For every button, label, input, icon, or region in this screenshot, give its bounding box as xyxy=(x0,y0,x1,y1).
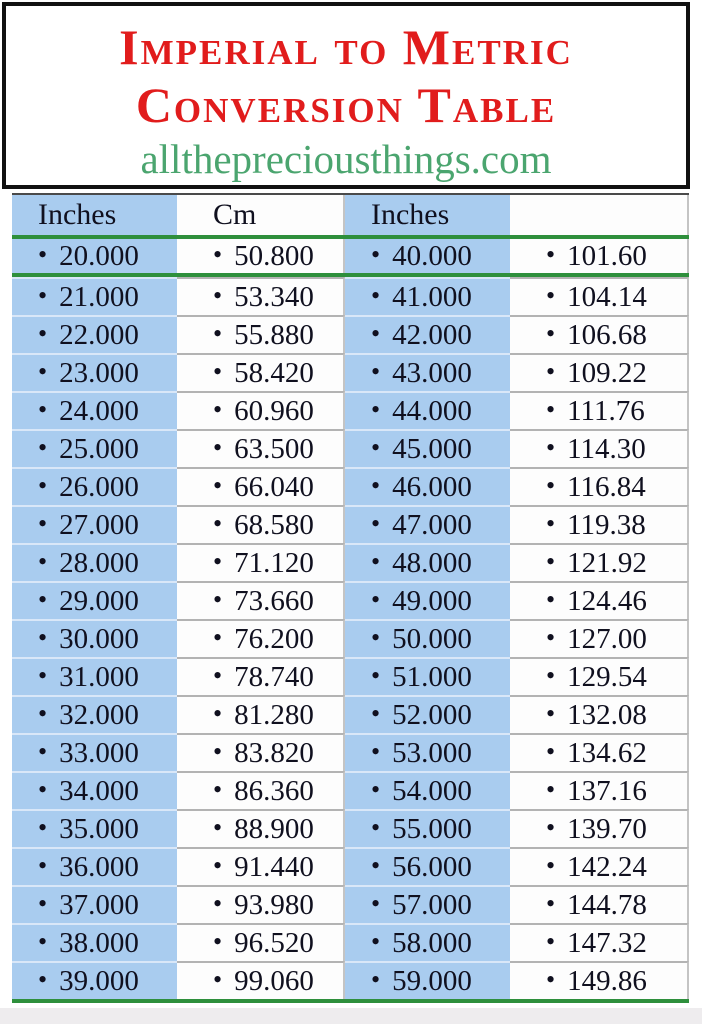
table-row xyxy=(12,581,689,619)
cell-cm-left xyxy=(177,505,345,543)
bullet-icon: • xyxy=(213,240,223,269)
bullet-icon: • xyxy=(546,965,556,994)
table-row xyxy=(12,657,689,695)
page-title-line2: Conversion Table xyxy=(135,77,557,133)
cell-cm-right xyxy=(510,467,689,505)
bullet-icon: • xyxy=(38,433,48,462)
cell-cm-right xyxy=(510,315,689,353)
bullet-icon: • xyxy=(371,813,381,842)
cell-inches-left xyxy=(12,809,177,847)
cell-cm-right xyxy=(510,885,689,923)
bullet-icon: • xyxy=(371,585,381,614)
cell-cm-left xyxy=(177,429,345,467)
cell-value: 49.000 xyxy=(392,584,472,617)
table-row xyxy=(12,277,689,315)
bullet-icon: • xyxy=(546,433,556,462)
cell-inches-left xyxy=(12,429,177,467)
cell-value: 46.000 xyxy=(392,470,472,503)
bullet-icon: • xyxy=(213,813,223,842)
bullet-icon: • xyxy=(38,927,48,956)
cell-inches-left xyxy=(12,619,177,657)
column-header-inches-2: Inches xyxy=(345,195,510,235)
cell-cm-left xyxy=(177,847,345,885)
cell-inches-right xyxy=(345,353,510,391)
cell-inches-right xyxy=(345,771,510,809)
footer-strip xyxy=(0,1008,702,1024)
cell-value: 25.000 xyxy=(59,432,139,465)
cell-value: 43.000 xyxy=(392,356,472,389)
cell-value: 144.78 xyxy=(567,888,647,921)
table-row xyxy=(12,923,689,961)
cell-value: 68.580 xyxy=(234,508,314,541)
cell-value: 26.000 xyxy=(59,470,139,503)
cell-cm-right xyxy=(510,733,689,771)
table-row xyxy=(12,695,689,733)
bullet-icon: • xyxy=(38,737,48,766)
cell-value: 44.000 xyxy=(392,394,472,427)
bullet-icon: • xyxy=(546,395,556,424)
cell-value: 45.000 xyxy=(392,432,472,465)
bullet-icon: • xyxy=(213,851,223,880)
cell-value: 147.32 xyxy=(567,926,647,959)
bullet-icon: • xyxy=(213,737,223,766)
bullet-icon: • xyxy=(546,357,556,386)
table-body xyxy=(12,239,689,999)
cell-inches-right xyxy=(345,885,510,923)
cell-inches-right xyxy=(345,923,510,961)
bullet-icon: • xyxy=(38,471,48,500)
cell-value: 35.000 xyxy=(59,812,139,845)
bullet-icon: • xyxy=(371,395,381,424)
column-header-cm-2 xyxy=(510,195,689,235)
cell-inches-left xyxy=(12,391,177,429)
cell-inches-right xyxy=(345,581,510,619)
cell-cm-left xyxy=(177,581,345,619)
cell-value: 71.120 xyxy=(234,546,314,579)
cell-value: 127.00 xyxy=(567,622,647,655)
cell-value: 101.60 xyxy=(567,239,647,272)
bullet-icon: • xyxy=(371,240,381,269)
cell-value: 142.24 xyxy=(567,850,647,883)
cell-cm-right xyxy=(510,353,689,391)
table-row xyxy=(12,733,689,771)
bullet-icon: • xyxy=(38,851,48,880)
bullet-icon: • xyxy=(371,851,381,880)
cell-cm-right xyxy=(510,923,689,961)
cell-cm-left xyxy=(177,239,345,273)
bullet-icon: • xyxy=(371,433,381,462)
cell-inches-right xyxy=(345,429,510,467)
cell-value: 42.000 xyxy=(392,318,472,351)
cell-value: 132.08 xyxy=(567,698,647,731)
cell-value: 96.520 xyxy=(234,926,314,959)
bullet-icon: • xyxy=(546,661,556,690)
cell-inches-left xyxy=(12,657,177,695)
cell-cm-left xyxy=(177,353,345,391)
bullet-icon: • xyxy=(371,699,381,728)
title-box xyxy=(2,2,690,189)
cell-value: 106.68 xyxy=(567,318,647,351)
page-title-line1: Imperial to Metric xyxy=(119,19,573,75)
bullet-icon: • xyxy=(213,699,223,728)
cell-inches-left xyxy=(12,847,177,885)
cell-cm-right xyxy=(510,543,689,581)
bullet-icon: • xyxy=(546,547,556,576)
cell-value: 39.000 xyxy=(59,964,139,997)
cell-value: 149.86 xyxy=(567,964,647,997)
cell-value: 56.000 xyxy=(392,850,472,883)
bullet-icon: • xyxy=(546,737,556,766)
bullet-icon: • xyxy=(213,357,223,386)
bullet-icon: • xyxy=(371,357,381,386)
bullet-icon: • xyxy=(546,699,556,728)
cell-inches-left xyxy=(12,505,177,543)
bullet-icon: • xyxy=(213,509,223,538)
bullet-icon: • xyxy=(213,927,223,956)
bullet-icon: • xyxy=(38,357,48,386)
cell-value: 129.54 xyxy=(567,660,647,693)
cell-value: 83.820 xyxy=(234,736,314,769)
table-row xyxy=(12,239,689,277)
bullet-icon: • xyxy=(546,851,556,880)
bullet-icon: • xyxy=(38,395,48,424)
bullet-icon: • xyxy=(371,319,381,348)
cell-cm-left xyxy=(177,315,345,353)
bullet-icon: • xyxy=(213,319,223,348)
cell-value: 36.000 xyxy=(59,850,139,883)
cell-inches-right xyxy=(345,239,510,273)
bullet-icon: • xyxy=(371,281,381,310)
bullet-icon: • xyxy=(546,775,556,804)
cell-value: 54.000 xyxy=(392,774,472,807)
table-row xyxy=(12,543,689,581)
cell-value: 86.360 xyxy=(234,774,314,807)
cell-inches-left xyxy=(12,961,177,999)
cell-value: 81.280 xyxy=(234,698,314,731)
bullet-icon: • xyxy=(546,240,556,269)
bullet-icon: • xyxy=(38,509,48,538)
cell-value: 51.000 xyxy=(392,660,472,693)
cell-cm-right xyxy=(510,657,689,695)
cell-value: 111.76 xyxy=(567,394,645,427)
cell-value: 55.000 xyxy=(392,812,472,845)
cell-value: 137.16 xyxy=(567,774,647,807)
cell-inches-left xyxy=(12,239,177,273)
cell-value: 76.200 xyxy=(234,622,314,655)
cell-inches-left xyxy=(12,467,177,505)
table-row xyxy=(12,315,689,353)
cell-inches-right xyxy=(345,467,510,505)
table-row xyxy=(12,429,689,467)
bullet-icon: • xyxy=(371,737,381,766)
cell-value: 104.14 xyxy=(567,280,647,313)
cell-cm-right xyxy=(510,429,689,467)
cell-value: 53.000 xyxy=(392,736,472,769)
bullet-icon: • xyxy=(38,319,48,348)
bullet-icon: • xyxy=(546,585,556,614)
cell-value: 24.000 xyxy=(59,394,139,427)
bullet-icon: • xyxy=(38,661,48,690)
bullet-icon: • xyxy=(213,471,223,500)
cell-cm-left xyxy=(177,733,345,771)
cell-cm-left xyxy=(177,391,345,429)
cell-value: 32.000 xyxy=(59,698,139,731)
bullet-icon: • xyxy=(38,699,48,728)
cell-value: 34.000 xyxy=(59,774,139,807)
cell-value: 119.38 xyxy=(567,508,646,541)
bullet-icon: • xyxy=(213,661,223,690)
bullet-icon: • xyxy=(371,927,381,956)
bullet-icon: • xyxy=(213,889,223,918)
cell-value: 99.060 xyxy=(234,964,314,997)
cell-value: 41.000 xyxy=(392,280,472,313)
cell-value: 30.000 xyxy=(59,622,139,655)
cell-cm-right xyxy=(510,809,689,847)
cell-inches-right xyxy=(345,695,510,733)
cell-value: 33.000 xyxy=(59,736,139,769)
cell-value: 21.000 xyxy=(59,280,139,313)
cell-cm-right xyxy=(510,771,689,809)
bullet-icon: • xyxy=(546,889,556,918)
cell-value: 59.000 xyxy=(392,964,472,997)
cell-value: 40.000 xyxy=(392,239,472,272)
bullet-icon: • xyxy=(38,547,48,576)
bullet-icon: • xyxy=(213,547,223,576)
cell-cm-left xyxy=(177,657,345,695)
cell-value: 22.000 xyxy=(59,318,139,351)
cell-value: 53.340 xyxy=(234,280,314,313)
cell-value: 55.880 xyxy=(234,318,314,351)
bullet-icon: • xyxy=(213,433,223,462)
cell-cm-left xyxy=(177,277,345,315)
bullet-icon: • xyxy=(38,889,48,918)
cell-value: 31.000 xyxy=(59,660,139,693)
cell-inches-right xyxy=(345,657,510,695)
cell-inches-left xyxy=(12,543,177,581)
cell-inches-left xyxy=(12,353,177,391)
bullet-icon: • xyxy=(371,965,381,994)
cell-cm-left xyxy=(177,961,345,999)
bullet-icon: • xyxy=(213,623,223,652)
table-row xyxy=(12,505,689,543)
bullet-icon: • xyxy=(371,661,381,690)
table-row xyxy=(12,847,689,885)
bullet-icon: • xyxy=(213,585,223,614)
cell-cm-right xyxy=(510,961,689,999)
bullet-icon: • xyxy=(213,281,223,310)
column-header-cm-1: Cm xyxy=(177,195,345,235)
cell-value: 124.46 xyxy=(567,584,647,617)
cell-inches-right xyxy=(345,619,510,657)
bullet-icon: • xyxy=(38,623,48,652)
cell-inches-right xyxy=(345,543,510,581)
cell-value: 139.70 xyxy=(567,812,647,845)
bullet-icon: • xyxy=(38,281,48,310)
table-row xyxy=(12,961,689,999)
bullet-icon: • xyxy=(371,509,381,538)
cell-value: 37.000 xyxy=(59,888,139,921)
cell-cm-left xyxy=(177,771,345,809)
cell-cm-left xyxy=(177,695,345,733)
cell-value: 73.660 xyxy=(234,584,314,617)
table-row xyxy=(12,619,689,657)
cell-cm-right xyxy=(510,695,689,733)
column-header-inches-1: Inches xyxy=(12,195,177,235)
cell-inches-right xyxy=(345,809,510,847)
table-row xyxy=(12,809,689,847)
cell-inches-left xyxy=(12,315,177,353)
cell-inches-left xyxy=(12,771,177,809)
table-row xyxy=(12,467,689,505)
bullet-icon: • xyxy=(38,775,48,804)
bullet-icon: • xyxy=(38,965,48,994)
table-row xyxy=(12,391,689,429)
cell-inches-left xyxy=(12,733,177,771)
cell-value: 20.000 xyxy=(59,239,139,272)
bullet-icon: • xyxy=(371,775,381,804)
cell-inches-right xyxy=(345,505,510,543)
table-row xyxy=(12,885,689,923)
bullet-icon: • xyxy=(38,240,48,269)
cell-value: 134.62 xyxy=(567,736,647,769)
bullet-icon: • xyxy=(371,889,381,918)
cell-value: 63.500 xyxy=(234,432,314,465)
cell-value: 47.000 xyxy=(392,508,472,541)
cell-cm-left xyxy=(177,809,345,847)
cell-value: 114.30 xyxy=(567,432,646,465)
cell-value: 116.84 xyxy=(567,470,646,503)
bullet-icon: • xyxy=(546,281,556,310)
cell-cm-left xyxy=(177,885,345,923)
cell-inches-left xyxy=(12,581,177,619)
cell-cm-left xyxy=(177,619,345,657)
cell-value: 50.800 xyxy=(234,239,314,272)
bullet-icon: • xyxy=(213,965,223,994)
cell-value: 27.000 xyxy=(59,508,139,541)
bullet-icon: • xyxy=(371,471,381,500)
cell-inches-right xyxy=(345,315,510,353)
bullet-icon: • xyxy=(546,813,556,842)
cell-value: 91.440 xyxy=(234,850,314,883)
cell-inches-right xyxy=(345,847,510,885)
bullet-icon: • xyxy=(546,509,556,538)
cell-inches-left xyxy=(12,695,177,733)
bullet-icon: • xyxy=(546,927,556,956)
cell-cm-right xyxy=(510,505,689,543)
cell-inches-right xyxy=(345,391,510,429)
table-row xyxy=(12,771,689,809)
cell-value: 23.000 xyxy=(59,356,139,389)
cell-cm-right xyxy=(510,619,689,657)
cell-value: 52.000 xyxy=(392,698,472,731)
cell-cm-left xyxy=(177,543,345,581)
cell-inches-right xyxy=(345,961,510,999)
cell-value: 93.980 xyxy=(234,888,314,921)
cell-value: 38.000 xyxy=(59,926,139,959)
cell-inches-left xyxy=(12,923,177,961)
cell-value: 60.960 xyxy=(234,394,314,427)
bullet-icon: • xyxy=(371,623,381,652)
cell-value: 66.040 xyxy=(234,470,314,503)
cell-value: 29.000 xyxy=(59,584,139,617)
cell-inches-left xyxy=(12,885,177,923)
table-row xyxy=(12,353,689,391)
bullet-icon: • xyxy=(38,813,48,842)
bullet-icon: • xyxy=(38,585,48,614)
website-text: allthepreciousthings.com xyxy=(140,136,552,182)
cell-cm-right xyxy=(510,847,689,885)
cell-cm-left xyxy=(177,923,345,961)
cell-cm-right xyxy=(510,391,689,429)
cell-cm-right xyxy=(510,581,689,619)
table-header-row xyxy=(12,195,689,239)
cell-value: 78.740 xyxy=(234,660,314,693)
bullet-icon: • xyxy=(546,319,556,348)
cell-value: 50.000 xyxy=(392,622,472,655)
bullet-icon: • xyxy=(213,395,223,424)
bullet-icon: • xyxy=(546,471,556,500)
cell-cm-left xyxy=(177,467,345,505)
cell-value: 58.000 xyxy=(392,926,472,959)
cell-cm-right xyxy=(510,239,689,273)
cell-value: 28.000 xyxy=(59,546,139,579)
cell-inches-right xyxy=(345,733,510,771)
cell-value: 57.000 xyxy=(392,888,472,921)
cell-cm-right xyxy=(510,277,689,315)
cell-value: 88.900 xyxy=(234,812,314,845)
cell-value: 48.000 xyxy=(392,546,472,579)
bullet-icon: • xyxy=(371,547,381,576)
cell-value: 58.420 xyxy=(234,356,314,389)
bullet-icon: • xyxy=(546,623,556,652)
conversion-table xyxy=(12,193,689,1003)
cell-value: 109.22 xyxy=(567,356,647,389)
cell-value: 121.92 xyxy=(567,546,647,579)
bullet-icon: • xyxy=(213,775,223,804)
cell-inches-right xyxy=(345,277,510,315)
cell-inches-left xyxy=(12,277,177,315)
